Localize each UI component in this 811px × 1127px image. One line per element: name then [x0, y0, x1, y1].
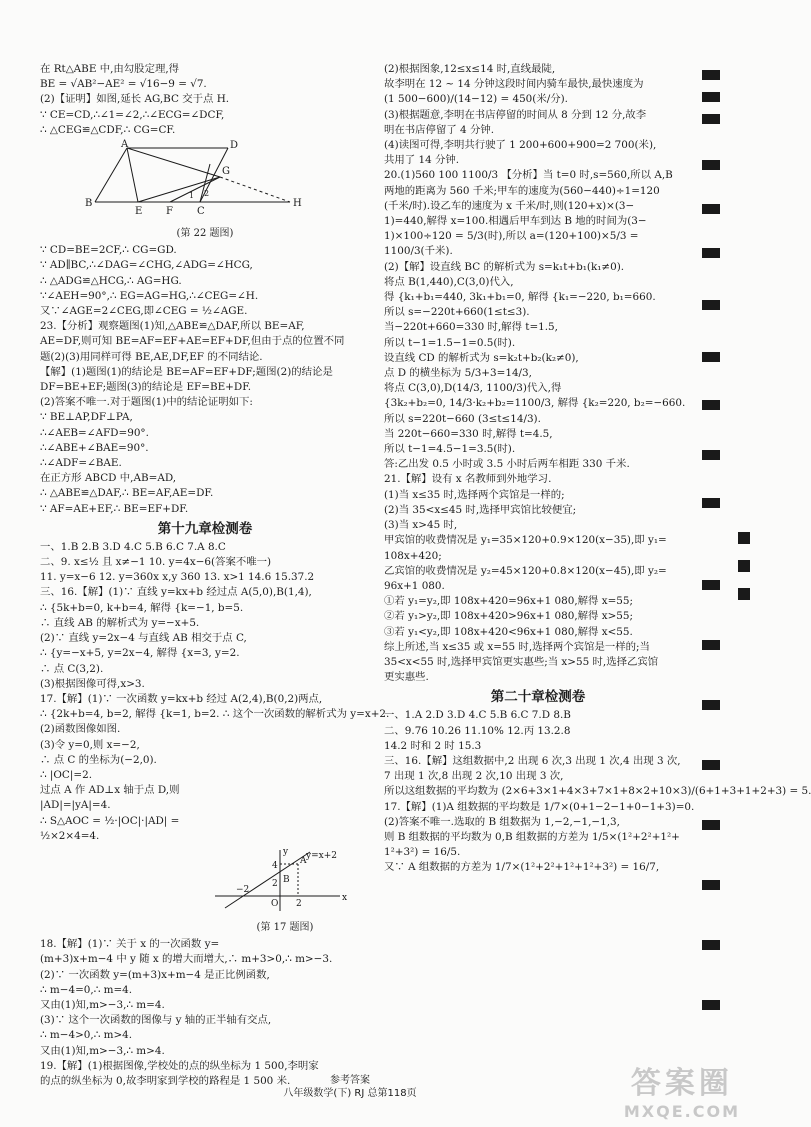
footer-page-info: 八年级数学(下) RJ 总第118页: [283, 1088, 417, 1099]
text-line: ∵ CE=CD,∴∠1=∠2,∴∠ECG=∠DCF,: [40, 108, 225, 121]
text-line: ①若 y₁=y₂,即 108x+420=96x+1 080,解得 x=55;: [384, 595, 634, 608]
label-2: 2: [204, 189, 210, 199]
label-B: B: [283, 874, 290, 885]
text-line: 点 D 的横坐标为 5/3+3=14/3,: [384, 367, 532, 380]
solution-22-23: [40, 243, 370, 517]
text-line: ∴ m−4=0,∴ m=4.: [40, 983, 133, 996]
text-line: ½×2×4=4.: [40, 829, 100, 842]
text-line: |AD|=|yA|=4.: [40, 799, 111, 812]
text-line: 又∵∠AGE=2∠CEG,即∠CEG = ½∠AGE.: [40, 305, 248, 318]
label-E: E: [135, 206, 143, 218]
chapter-20-heading: 第二十章检测卷: [490, 689, 586, 706]
figure-22-caption: (第 22 题图): [176, 228, 234, 240]
text-line: ∴ {2k+b=4, b=2, 解得 {k=1, b=2. ∴ 这个一次函数的解析式为 y=x+2.: [40, 708, 390, 721]
text-line: 当−220t+660=330 时,解得 t=1.5,: [384, 321, 558, 334]
text-line: 所以 t−1=1.5−1=0.5(时).: [384, 336, 516, 349]
text-line: ③若 y₁<y₂,即 108x+420<96x+1 080,解得 x<55.: [384, 625, 633, 638]
tick-neg2: −2: [236, 884, 250, 895]
text-line: 设直线 CD 的解析式为 s=k₂t+b₂(k₂≠0),: [384, 351, 579, 364]
text-line: 的点的纵坐标为 0,故李明家到学校的路程是 1 500 米.: [40, 1074, 291, 1087]
text-line: 明在书店停留了 4 分钟.: [384, 123, 495, 136]
figure-22: [40, 140, 370, 241]
text-line: 1)×100÷120 = 5/3(时),所以 a=(120+100)×5/3 =: [384, 230, 639, 243]
text-line: (3)∵ 这个一次函数的图像与 y 轴的正半轴有交点,: [40, 1014, 272, 1027]
text-line: ∵ BE⊥AP,DF⊥PA,: [40, 411, 133, 424]
text-line: 二、9. x≤½ 且 x≠−1 10. y=4x−6(答案不唯一): [40, 556, 272, 569]
solution-22-part1: [40, 62, 370, 138]
text-line: 在 Rt△ABE 中,由勾股定理,得: [40, 63, 180, 75]
text-line: 所以 s=220t−660 (3≤t≤14/3).: [384, 412, 541, 425]
text-line: 综上所述,当 x≤35 或 x=55 时,选择两个宾馆是一样的;当: [384, 640, 650, 653]
text-line: 乙宾馆的收费情况是 y₂=45×120+0.8×120(x−45),即 y₂=: [384, 564, 667, 577]
text-line: 题(2)(3)用同样可得 BE,AE,DF,EF 的不同结论.: [40, 350, 263, 363]
text-line: 一、1.B 2.B 3.D 4.C 5.B 6.C 7.A 8.C: [40, 540, 226, 553]
text-line: 108x+420;: [384, 549, 442, 562]
watermark-logo: 答案圈: [630, 1066, 733, 1101]
text-line: 在正方形 ABCD 中,AB=AD,: [40, 472, 177, 485]
text-line: (2)∵ 一次函数 y=(m+3)x+m−4 是正比例函数,: [40, 968, 270, 981]
chapter-20-answers: [384, 708, 811, 875]
text-line: BE = √AB²−AE² = √16−9 = √7.: [40, 78, 207, 91]
right-column: [384, 62, 811, 876]
text-line: 1²+3²) = 16/5.: [384, 846, 461, 859]
text-line: ②若 y₁>y₂,即 108x+420>96x+1 080,解得 x>55;: [384, 610, 634, 623]
text-line: {3k₂+b₂=0, 14/3·k₂+b₂=1100/3, 解得 {k₂=220, b₂=−660.: [384, 397, 686, 410]
text-line: (2)答案不唯一.对于题图(1)中的结论证明如下:: [40, 396, 253, 409]
label-B: B: [85, 198, 93, 210]
label-H: H: [293, 198, 302, 210]
label-A: A: [300, 855, 307, 866]
text-line: AE=DF,则可知 BE=AF=EF+AE=EF+DF,但由于点的位置不同: [40, 335, 345, 348]
text-line: 故李明在 12 ~ 14 分钟这段时间内骑车最快,最快速度为: [384, 78, 644, 91]
text-line: (2)函数图像如图.: [40, 723, 121, 736]
text-line: (4)读图可得,李明共行驶了 1 200+600+900=2 700(米),: [384, 139, 657, 152]
text-line: 所以这组数据的平均数为 (2×6+3×1+4×3+7×1+8×2+10×3)/(6+1+3+1+2+3) = 5.: [384, 785, 811, 798]
text-line: 96x+1 080.: [384, 579, 445, 592]
text-line: ∴ 点 C(3,2).: [40, 662, 104, 675]
text-line: (2)【解】设直线 BC 的解析式为 s=k₁t+b₁(k₁≠0).: [384, 260, 625, 273]
text-line: ∴ S△AOC = ½·|OC|·|AD| =: [40, 814, 180, 827]
text-line: (m+3)x+m−4 中 y 随 x 的增大而增大,∴ m+3>0,∴ m>−3.: [40, 953, 333, 966]
text-line: 更实惠些.: [384, 671, 429, 684]
text-line: 得 {k₁+b₁=440, 3k₁+b₁=0, 解得 {k₁=−220, b₁=660.: [384, 291, 656, 304]
text-line: (2)当 35<x≤45 时,选择甲宾馆比较便宜;: [384, 503, 577, 516]
text-line: (3)当 x>45 时,: [384, 519, 458, 532]
text-line: ∴ △ADG≌△HCG,∴ AG=HG.: [40, 274, 182, 287]
text-line: (2)根据图象,12≤x≤14 时,直线最陡,: [384, 63, 556, 75]
text-line: ∴ |OC|=2.: [40, 768, 93, 781]
text-line: 35<x<55 时,选择甲宾馆更实惠些;当 x>55 时,选择乙宾馆: [384, 655, 659, 668]
text-line: 则 B 组数据的平均数为 0,B 组数据的方差为 1/5×(1²+2²+1²+: [384, 830, 680, 843]
chapter-19-answers: [40, 540, 390, 844]
text-line: 三、16.【解】这组数据中,2 出现 6 次,3 出现 1 次,4 出现 3 次,: [384, 754, 681, 767]
text-line: ∵ CD=BE=2CF,∴ CG=GD.: [40, 244, 177, 257]
text-line: 21.【解】设有 x 名教师到外地学习.: [384, 473, 552, 486]
text-line: 19.【解】(1)根据图像,学校处的点的纵坐标为 1 500,李明家: [40, 1059, 319, 1072]
text-line: ∵∠AEH=90°,∴ EG=AG=HG,∴∠CEG=∠H.: [40, 289, 259, 302]
text-line: ∵ AD∥BC,∴∠DAG=∠CHG,∠ADG=∠HCG,: [40, 259, 253, 272]
label-A: A: [121, 139, 129, 151]
text-line: 20.(1)560 100 1100/3 【分析】当 t=0 时,s=560,所以 A,B: [384, 169, 673, 182]
tick-2: 2: [272, 878, 278, 889]
text-line: 共用了 14 分钟.: [384, 154, 460, 167]
text-line: ∴ △ABE≌△DAF,∴ BE=AF,AE=DF.: [40, 487, 214, 500]
label-C: C: [197, 206, 205, 218]
text-line: 所以 s=−220t+660(1≤t≤3).: [384, 306, 530, 319]
watermark-url: MXQE.COM: [623, 1102, 740, 1121]
label-y: y: [283, 846, 289, 857]
text-line: (2)∵ 直线 y=2x−4 与直线 AB 相交于点 C,: [40, 632, 247, 645]
text-line: ∵ AF=AE+EF,∴ BE=EF+DF.: [40, 502, 189, 515]
text-line: (千米/时).设乙车的速度为 x 千米/时,则(120+x)×(3−: [384, 199, 635, 212]
text-line: 11. y=x−6 12. y=360x x,y 360 13. x>1 14.6 15.37.2: [40, 571, 315, 584]
text-line: (1)当 x≤35 时,选择两个宾馆是一样的;: [384, 488, 565, 501]
text-line: ∴ {5k+b=0, k+b=4, 解得 {k=−1, b=5.: [40, 601, 244, 614]
text-line: ∴ 点 C 的坐标为(−2,0).: [40, 753, 157, 766]
graph-figure-17: [40, 846, 360, 916]
text-line: ∴ {y=−x+5, y=2x−4, 解得 {x=3, y=2.: [40, 647, 240, 660]
label-1: 1: [189, 191, 195, 201]
text-line: 17.【解】(1)∵ 一次函数 y=kx+b 经过 A(2,4),B(0,2)两点,: [40, 692, 323, 705]
text-line: 又∵ A 组数据的方差为 1/7×(1²+2²+1²+1²+3²) = 16/7,: [384, 861, 660, 874]
label-O: O: [271, 898, 279, 909]
text-line: 又由(1)知,m>−3,∴ m>4.: [40, 1044, 165, 1057]
text-line: ∴∠ADF=∠BAE.: [40, 457, 122, 470]
left-column: [40, 62, 390, 1089]
text-line: DF=BE+EF;题图(3)的结论是 EF=BE+DF.: [40, 381, 252, 394]
text-line: 所以 t−1=4.5−1=3.5(时).: [384, 443, 516, 456]
text-line: (2)答案不唯一.选取的 B 组数据为 1,−2,−1,−1,3,: [384, 815, 620, 828]
chapter-19-heading: 第十九章检测卷: [157, 520, 253, 537]
text-line: 14.2 时和 2 时 15.3: [384, 739, 482, 752]
figure-17: [40, 846, 370, 935]
geometry-figure-22: [40, 140, 360, 222]
text-line: (3)根据题意,李明在书店停留的时间从 8 分到 12 分,故李: [384, 108, 647, 121]
text-line: 【解】(1)题图(1)的结论是 BE=AF=EF+DF;题图(2)的结论是: [40, 365, 333, 378]
text-line: 1100/3(千米).: [384, 245, 453, 258]
text-line: (3)令 y=0,则 x=−2,: [40, 738, 140, 751]
text-line: ∴ 直线 AB 的解析式为 y=−x+5.: [40, 616, 200, 629]
text-line: 一、1.A 2.D 3.D 4.C 5.B 6.C 7.D 8.B: [384, 709, 571, 722]
figure-17-caption: (第 17 题图): [256, 922, 314, 934]
label-G: G: [222, 166, 230, 178]
text-line: 7 出现 1 次,8 出现 2 次,10 出现 3 次,: [384, 770, 564, 783]
solution-19-21: [384, 62, 692, 685]
text-line: 过点 A 作 AD⊥x 轴于点 D,则: [40, 784, 180, 797]
text-line: 18.【解】(1)∵ 关于 x 的一次函数 y=: [40, 938, 220, 951]
text-line: ∴∠ABE+∠BAE=90°.: [40, 441, 149, 454]
text-line: ∴∠AEB=∠AFD=90°.: [40, 426, 149, 439]
tick-4: 4: [272, 860, 278, 871]
watermark: [624, 1058, 740, 1121]
text-line: 甲宾馆的收费情况是 y₁=35×120+0.9×120(x−35),即 y₁=: [384, 534, 667, 547]
text-line: 将点 C(3,0),D(14/3, 1100/3)代入,得: [384, 382, 562, 395]
label-D: D: [230, 140, 239, 152]
text-line: 二、9.76 10.26 11.10% 12.丙 13.2.8: [384, 724, 571, 737]
text-line: 1)=440,解得 x=100.相遇后甲车到达 B 地的时间为(3−: [384, 215, 647, 228]
text-line: 又由(1)知,m>−3,∴ m=4.: [40, 998, 165, 1011]
text-line: 17.【解】(1)A 组数据的平均数是 1/7×(0+1−2−1+0−1+3)=0.: [384, 800, 695, 813]
label-F: F: [166, 206, 173, 218]
label-x: x: [342, 892, 348, 903]
text-line: 答:乙出发 0.5 小时或 3.5 小时后两车相距 330 千米.: [384, 458, 630, 471]
text-line: (3)根据图像可得,x>3.: [40, 677, 145, 690]
solution-18-19: [40, 937, 370, 1089]
text-line: 三、16.【解】(1)∵ 直线 y=kx+b 经过点 A(5,0),B(1,4),: [40, 586, 312, 599]
footer-title: 参考答案: [330, 1075, 370, 1086]
label-line: y=x+2: [306, 850, 337, 861]
page-footer: [0, 1074, 700, 1100]
text-line: 23.【分析】观察题图(1)知,△ABE≌△DAF,所以 BE=AF,: [40, 320, 305, 333]
text-line: ∴ m−4>0,∴ m>4.: [40, 1029, 133, 1042]
text-line: (2)【证明】如图,延长 AG,BC 交于点 H.: [40, 93, 230, 106]
text-line: (1 500−600)/(14−12) = 450(米/分).: [384, 93, 568, 106]
tick-x2: 2: [296, 898, 302, 909]
text-line: 两地的距离为 560 千米;甲车的速度为(560−440)÷1=120: [384, 184, 660, 197]
text-line: ∴ △CEG≌△CDF,∴ CG=CF.: [40, 123, 176, 136]
text-line: 当 220t−660=330 时,解得 t=4.5,: [384, 427, 553, 440]
text-line: 将点 B(1,440),C(3,0)代入,: [384, 275, 514, 288]
